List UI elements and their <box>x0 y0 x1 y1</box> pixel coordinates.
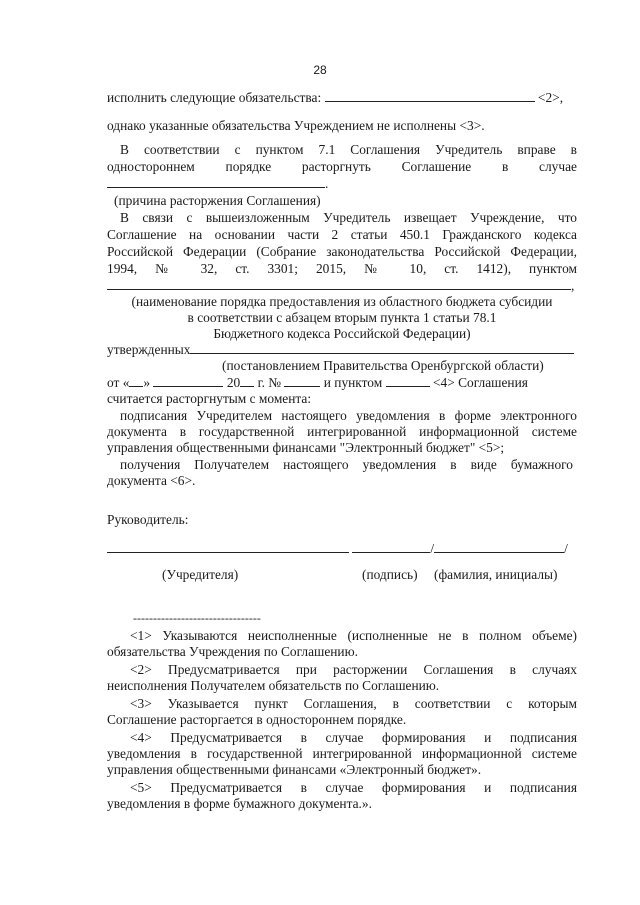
footnote-2-line-2: неисполнения Получателем обязательств по Соглашению. <box>107 678 440 693</box>
text-from: от « <box>107 375 130 390</box>
body-line-collection: Российской Федерации (Собрание законодательства Российской Федерации, <box>107 244 577 259</box>
text-approved: утвержденных <box>107 342 191 357</box>
text-slash-1: / <box>430 541 435 556</box>
footnote-2-line-1: <2> Предусматривается при расторжении Соглашения в случаях <box>130 662 577 677</box>
label-procedure-article: в соответствии с абзацем вторым пункта 1 статьи 78.1 <box>187 310 497 325</box>
text-comma: , <box>571 278 575 293</box>
footnote-4-line-1: <4> Предусматривается в случае формирования и подписания <box>130 730 577 745</box>
body-line-paper-doc: документа <6>. <box>107 473 196 488</box>
blank-approved <box>190 342 574 354</box>
blank-agreement-point <box>386 375 430 387</box>
label-termination-reason: (причина расторжения Соглашения) <box>114 193 321 208</box>
label-signature: (подпись) <box>362 567 418 582</box>
footnote-4-line-3: управления общественными финансами «Электронный бюджет». <box>107 762 482 777</box>
body-line-e-budget: управления общественными финансами "Электронный бюджет" <5>; <box>107 440 505 455</box>
blank-point <box>107 278 571 290</box>
label-government-decree: (постановлением Правительства Оренбургской области) <box>222 358 544 373</box>
body-line-civil-code: Соглашение на основании части 2 статьи 450.1 Гражданского кодекса <box>107 227 577 242</box>
body-line-unilateral: одностороннем порядке расторгнуть Соглашение в случае <box>107 159 577 174</box>
body-line-date <box>107 375 577 391</box>
body-line-signing: подписания Учредителем настоящего уведомления в форме электронного <box>120 408 577 423</box>
body-line-notifies: В связи с вышеизложенным Учредитель извещает Учреждение, что <box>120 210 577 225</box>
label-procedure-name: (наименование порядка предоставления из областного бюджета субсидии <box>131 294 553 309</box>
blank-name <box>434 541 564 553</box>
blank-month <box>153 375 223 387</box>
text-ref-4: <4> Соглашения <box>432 375 528 390</box>
footnote-4-line-2: уведомления в государственной интегрированной информационной системе <box>107 746 577 761</box>
label-budget-code: Бюджетного кодекса Российской Федерации) <box>213 326 471 341</box>
body-line-terminated: считается расторгнутым с момента: <box>107 391 312 406</box>
body-line-obligations <box>107 90 577 106</box>
body-line-approved <box>107 342 577 358</box>
label-full-name: (фамилия, инициалы) <box>434 567 558 582</box>
blank-signature <box>352 541 430 553</box>
blank-year <box>240 375 254 387</box>
text-ref-2: <2>, <box>537 90 564 105</box>
footnote-3-line-1: <3> Указывается пункт Соглашения, в соответствии с которым <box>130 696 577 711</box>
body-line-not-fulfilled: однако указанные обязательства Учреждением не исполнены <3>. <box>107 118 485 133</box>
signature-lines <box>107 541 577 557</box>
label-founder: (Учредителя) <box>162 567 239 582</box>
footnote-1-line-1: <1> Указываются неисполненные (исполненные не в полном объеме) <box>130 628 577 643</box>
footnote-5-line-1: <5> Предусматривается в случае формирования и подписания <box>130 780 577 795</box>
text-slash-2: / <box>564 541 568 556</box>
footnote-1-line-2: обязательства Учреждения по Соглашению. <box>107 644 358 659</box>
text-period: . <box>325 176 329 191</box>
body-line-reason-blank <box>107 176 577 192</box>
blank-number <box>284 375 320 387</box>
footnote-separator: -------------------------------- <box>133 611 261 625</box>
body-line-state-system: документа в государственной интегрированной информационной системе <box>107 424 577 439</box>
text-year-prefix: 20 <box>226 375 241 390</box>
blank-reason <box>107 176 325 188</box>
body-line-1994: 1994, № 32, ст. 3301; 2015, № 10, ст. 1412), пунктом <box>107 261 577 276</box>
body-line-point-blank <box>107 278 577 294</box>
body-line-receipt: получения Получателем настоящего уведомления в виде бумажного <box>120 457 573 472</box>
text-number-sign: г. № <box>257 375 282 390</box>
text-quote-close: » <box>143 375 151 390</box>
blank-founder <box>107 541 349 553</box>
text-and-point: и пунктом <box>323 375 383 390</box>
body-line-accordance: В соответствии с пунктом 7.1 Соглашения Учредитель вправе в <box>120 142 577 157</box>
blank-day <box>129 375 143 387</box>
page-number: 28 <box>313 63 327 77</box>
text-obligations: исполнить следующие обязательства: <box>107 90 322 105</box>
footnote-3-line-2: Соглашение расторгается в одностороннем порядке. <box>107 712 407 727</box>
signature-head: Руководитель: <box>107 512 189 527</box>
footnote-5-line-2: уведомления в форме бумажного документа.». <box>107 796 372 811</box>
blank-obligations <box>325 90 535 102</box>
